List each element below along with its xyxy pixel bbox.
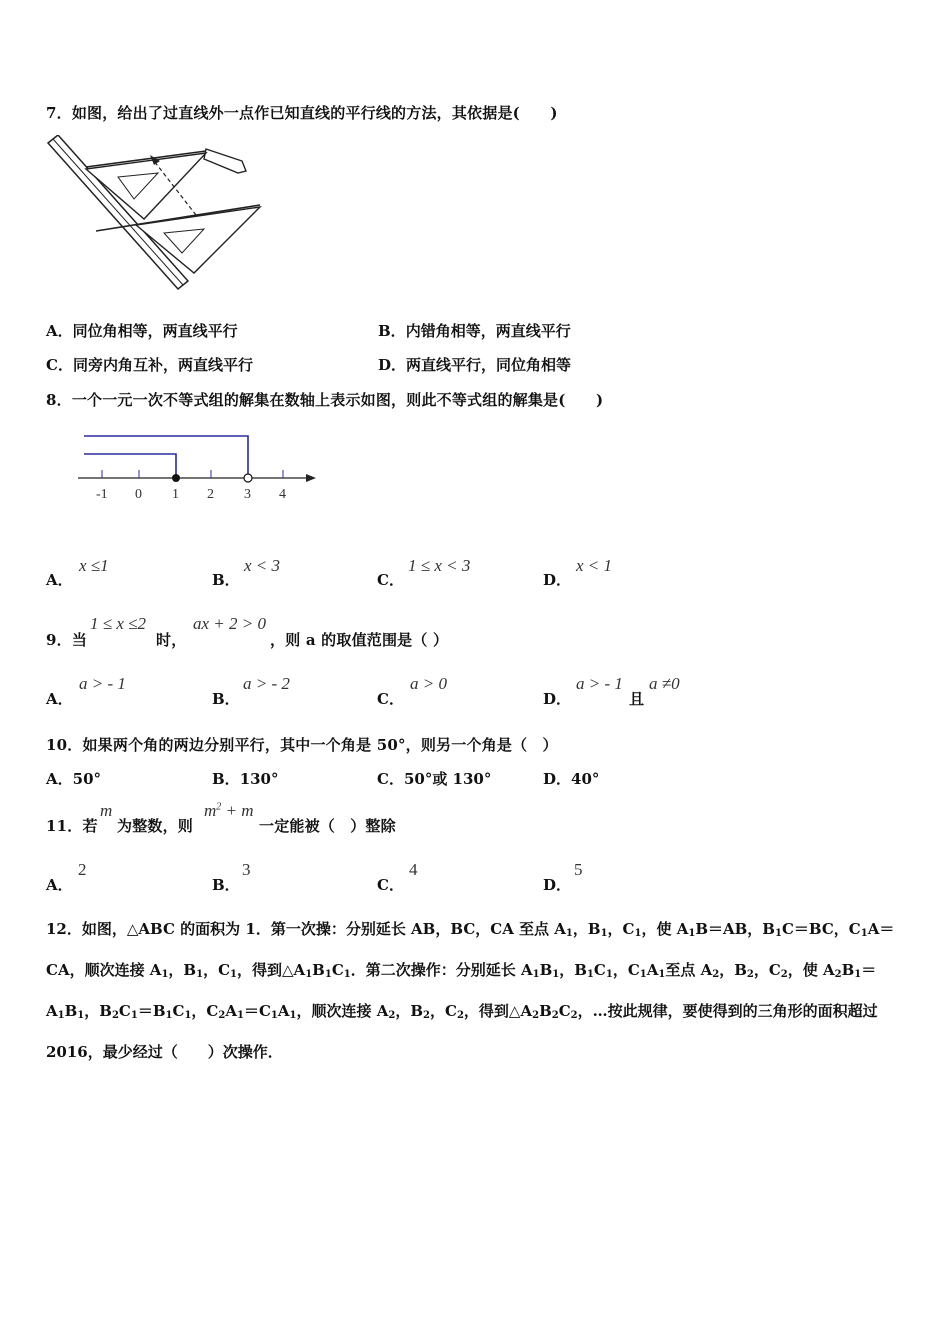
- q7-option-a: A．同位角相等，两直线平行: [46, 322, 238, 340]
- q8-stem: 8．一个一元一次不等式组的解集在数轴上表示如图，则此不等式组的解集是( ): [46, 391, 604, 409]
- q8-expr-d: x < 1: [576, 556, 613, 575]
- q9-label-a: A．: [46, 690, 73, 708]
- q10-option-a: A．50°: [46, 770, 102, 788]
- q12-paragraph: 12．如图，△ABC 的面积为 1．第一次操：分别延长 AB，BC，CA 至点 $A_1$，$B_1$，$C_1$，使 $A_1B=AB$，$B_1C=BC$，$C_1A=CA$，顺次连接 $A_1$，$B_1$，$C_1$，得到$\triangle A_1B_1C_1$．第二次操作：分别延长 $A_1B_1$，$B_1C_1$，$C_1A_1$至点 $A_2$，$B_2$，$C_2$，使 $A_2B_1=A_1B_1$，$B_2C_1=B_1C_1$，$C_2A_1=C_1A_1$，顺次连接 $A_2$，$B_2$，$C_2$，得到$\triangle A_2B_2C_2$，…按此规律，要使得到的三角形的面积超过 2016，最少经过（ ）次操作．: [46, 920, 895, 1061]
- q9-joiner: 且: [629, 690, 645, 708]
- q8-expr-a: x ≤1: [79, 556, 109, 575]
- q9-mid: 时，: [156, 631, 187, 649]
- q9-expr-c: a > 0: [410, 674, 447, 693]
- q11-expression: $m^2 + m$: [204, 801, 254, 820]
- q11-label-d: D．: [543, 876, 572, 894]
- q11-suffix: 一定能被（ ）整除: [259, 817, 396, 835]
- q11-label-b: B．: [212, 876, 240, 894]
- q11-prefix: 11．若: [46, 817, 98, 835]
- q10-option-c: C．50°或 130°: [377, 770, 492, 788]
- q9-prefix: 9．当: [46, 631, 88, 649]
- q11-var: m: [100, 801, 113, 820]
- q9-label-d: D．: [543, 690, 572, 708]
- q9-expr-a: a > - 1: [79, 674, 126, 693]
- tick-label: 0: [135, 487, 142, 502]
- q10-option-b: B．130°: [212, 770, 279, 788]
- q9-suffix: ，则 a 的取值范围是（ ）: [270, 631, 449, 649]
- q9-label-b: B．: [212, 690, 240, 708]
- q8-label-d: D．: [543, 571, 572, 589]
- pencil-shape: [204, 149, 246, 173]
- q7-figure: [46, 135, 266, 295]
- q7-option-d: D．两直线平行，同位角相等: [378, 356, 572, 374]
- q8-number-line: [72, 428, 332, 508]
- q9-expr-b: a > - 2: [243, 674, 290, 693]
- q9-condition: 1 ≤ x ≤2: [90, 614, 146, 633]
- q10-stem: 10．如果两个角的两边分别平行，其中一个角是 50°，则另一个角是（ ）: [46, 736, 558, 754]
- q9-label-c: C．: [377, 690, 404, 708]
- q7-option-c: C．同旁内角互补，两直线平行: [46, 356, 253, 374]
- q11-mid: 为整数，则: [117, 817, 194, 835]
- q9-inequality: ax + 2 > 0: [193, 614, 266, 633]
- q9-expr-d2: a ≠0: [649, 674, 680, 693]
- q7-option-b: B．内错角相等，两直线平行: [378, 322, 571, 340]
- q8-label-b: B．: [212, 571, 240, 589]
- open-dot-3: [244, 474, 252, 482]
- q8-label-c: C．: [377, 571, 404, 589]
- q9-expr-d: a > - 1: [576, 674, 623, 693]
- q11-expr-a: 2: [78, 860, 87, 879]
- q11-expr-c: 4: [409, 860, 418, 879]
- q11-expr-d: 5: [574, 860, 583, 879]
- q11-label-a: A．: [46, 876, 73, 894]
- tick-label: 4: [279, 487, 286, 502]
- tick-label: 3: [244, 487, 251, 502]
- q11-expr-b: 3: [242, 860, 251, 879]
- q8-expr-c: 1 ≤ x < 3: [408, 556, 471, 575]
- closed-dot-1: [172, 474, 180, 482]
- q8-expr-b: x < 3: [244, 556, 281, 575]
- q8-label-a: A．: [46, 571, 73, 589]
- tick-label: -1: [96, 487, 108, 502]
- q7-stem: 7．如图，给出了过直线外一点作已知直线的平行线的方法，其依据是( ): [46, 104, 558, 122]
- q11-label-c: C．: [377, 876, 404, 894]
- tick-label: 1: [172, 487, 179, 502]
- tick-label: 2: [207, 487, 214, 502]
- q10-option-d: D．40°: [543, 770, 600, 788]
